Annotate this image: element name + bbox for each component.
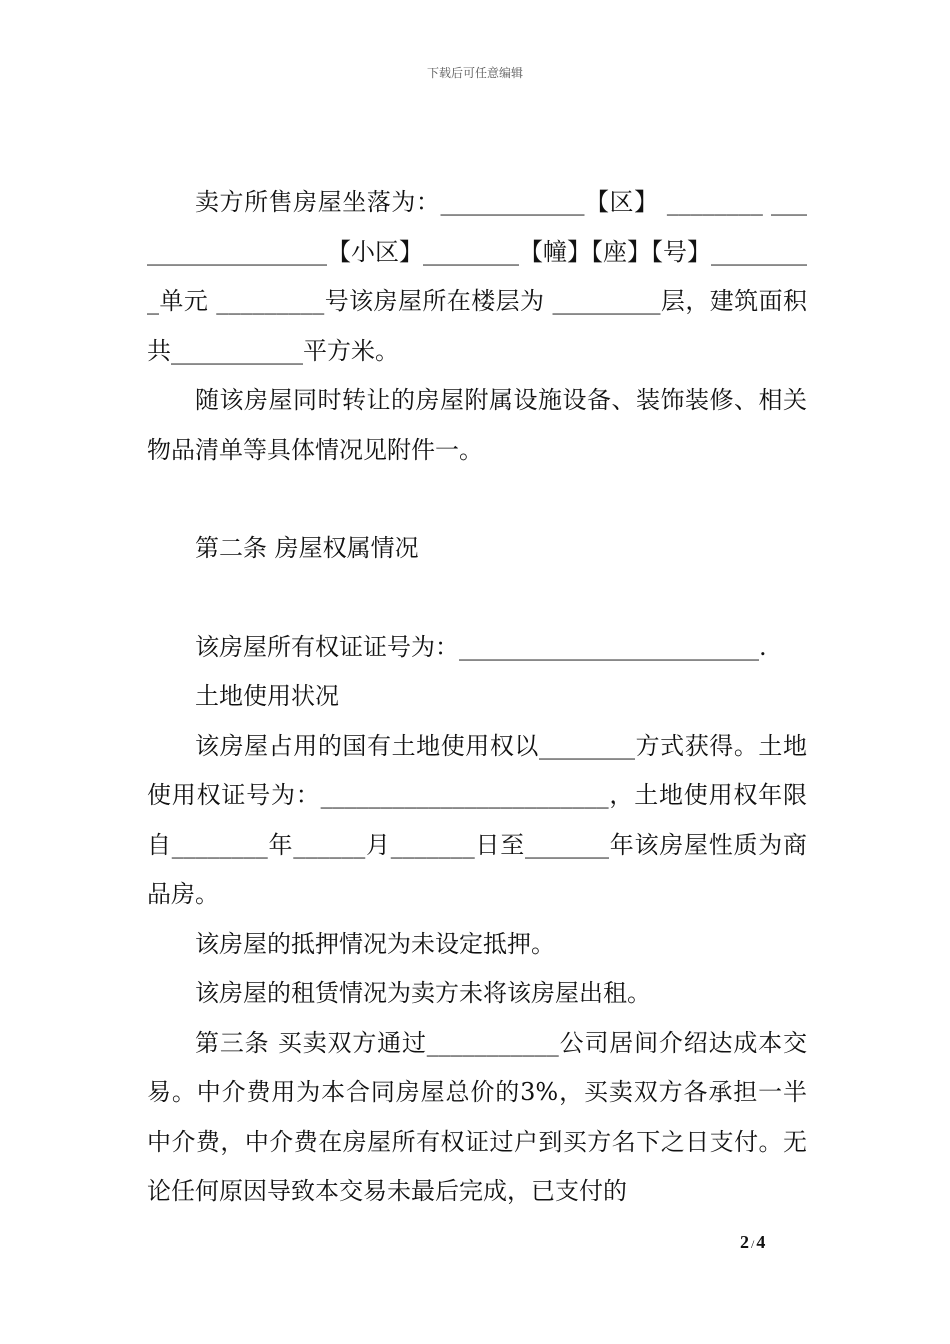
paragraph-land-use: 该房屋占用的国有土地使用权以________方式获得。土地使用权证号为：________________________，土地使用权年限自________年______月_______日至_______年该房屋性质为商品房。 [147,731,807,908]
page-header: 下载后可任意编辑 [426,66,523,80]
page-number [740,1232,765,1253]
page-current: 2 [740,1232,749,1252]
page-separator: / [751,1237,755,1251]
page-total: 4 [756,1232,766,1252]
paragraph-location: 卖方所售房屋坐落为：____________【区】 ________ __________________【小区】________【幢】【座】【号】_________单元 _________号该房屋所在楼层为 _________层，建筑面积共___________平方米。 [147,188,807,365]
paragraph-article-three: 第三条 买卖双方通过___________公司居间介绍达成本交易。中介费用为本合同房屋总价的3%，买卖双方各承担一半中介费，中介费在房屋所有权证过户到买方名下之日支付。无论任何原因导致本交易未最后完成，已支付的 [147,1028,807,1205]
paragraph-land-use-title: 土地使用状况 [195,682,339,710]
document-body [147,178,807,1217]
section-heading-ownership: 第二条 房屋权属情况 [195,534,419,562]
paragraph-attachments: 随该房屋同时转让的房屋附属设施设备、装饰装修、相关物品清单等具体情况见附件一。 [147,386,807,464]
paragraph-mortgage: 该房屋的抵押情况为未设定抵押。 [195,929,555,958]
paragraph-lease: 该房屋的租赁情况为卖方未将该房屋出租。 [195,979,651,1007]
paragraph-certificate-number: 该房屋所有权证证号为：_________________________. [195,632,767,661]
